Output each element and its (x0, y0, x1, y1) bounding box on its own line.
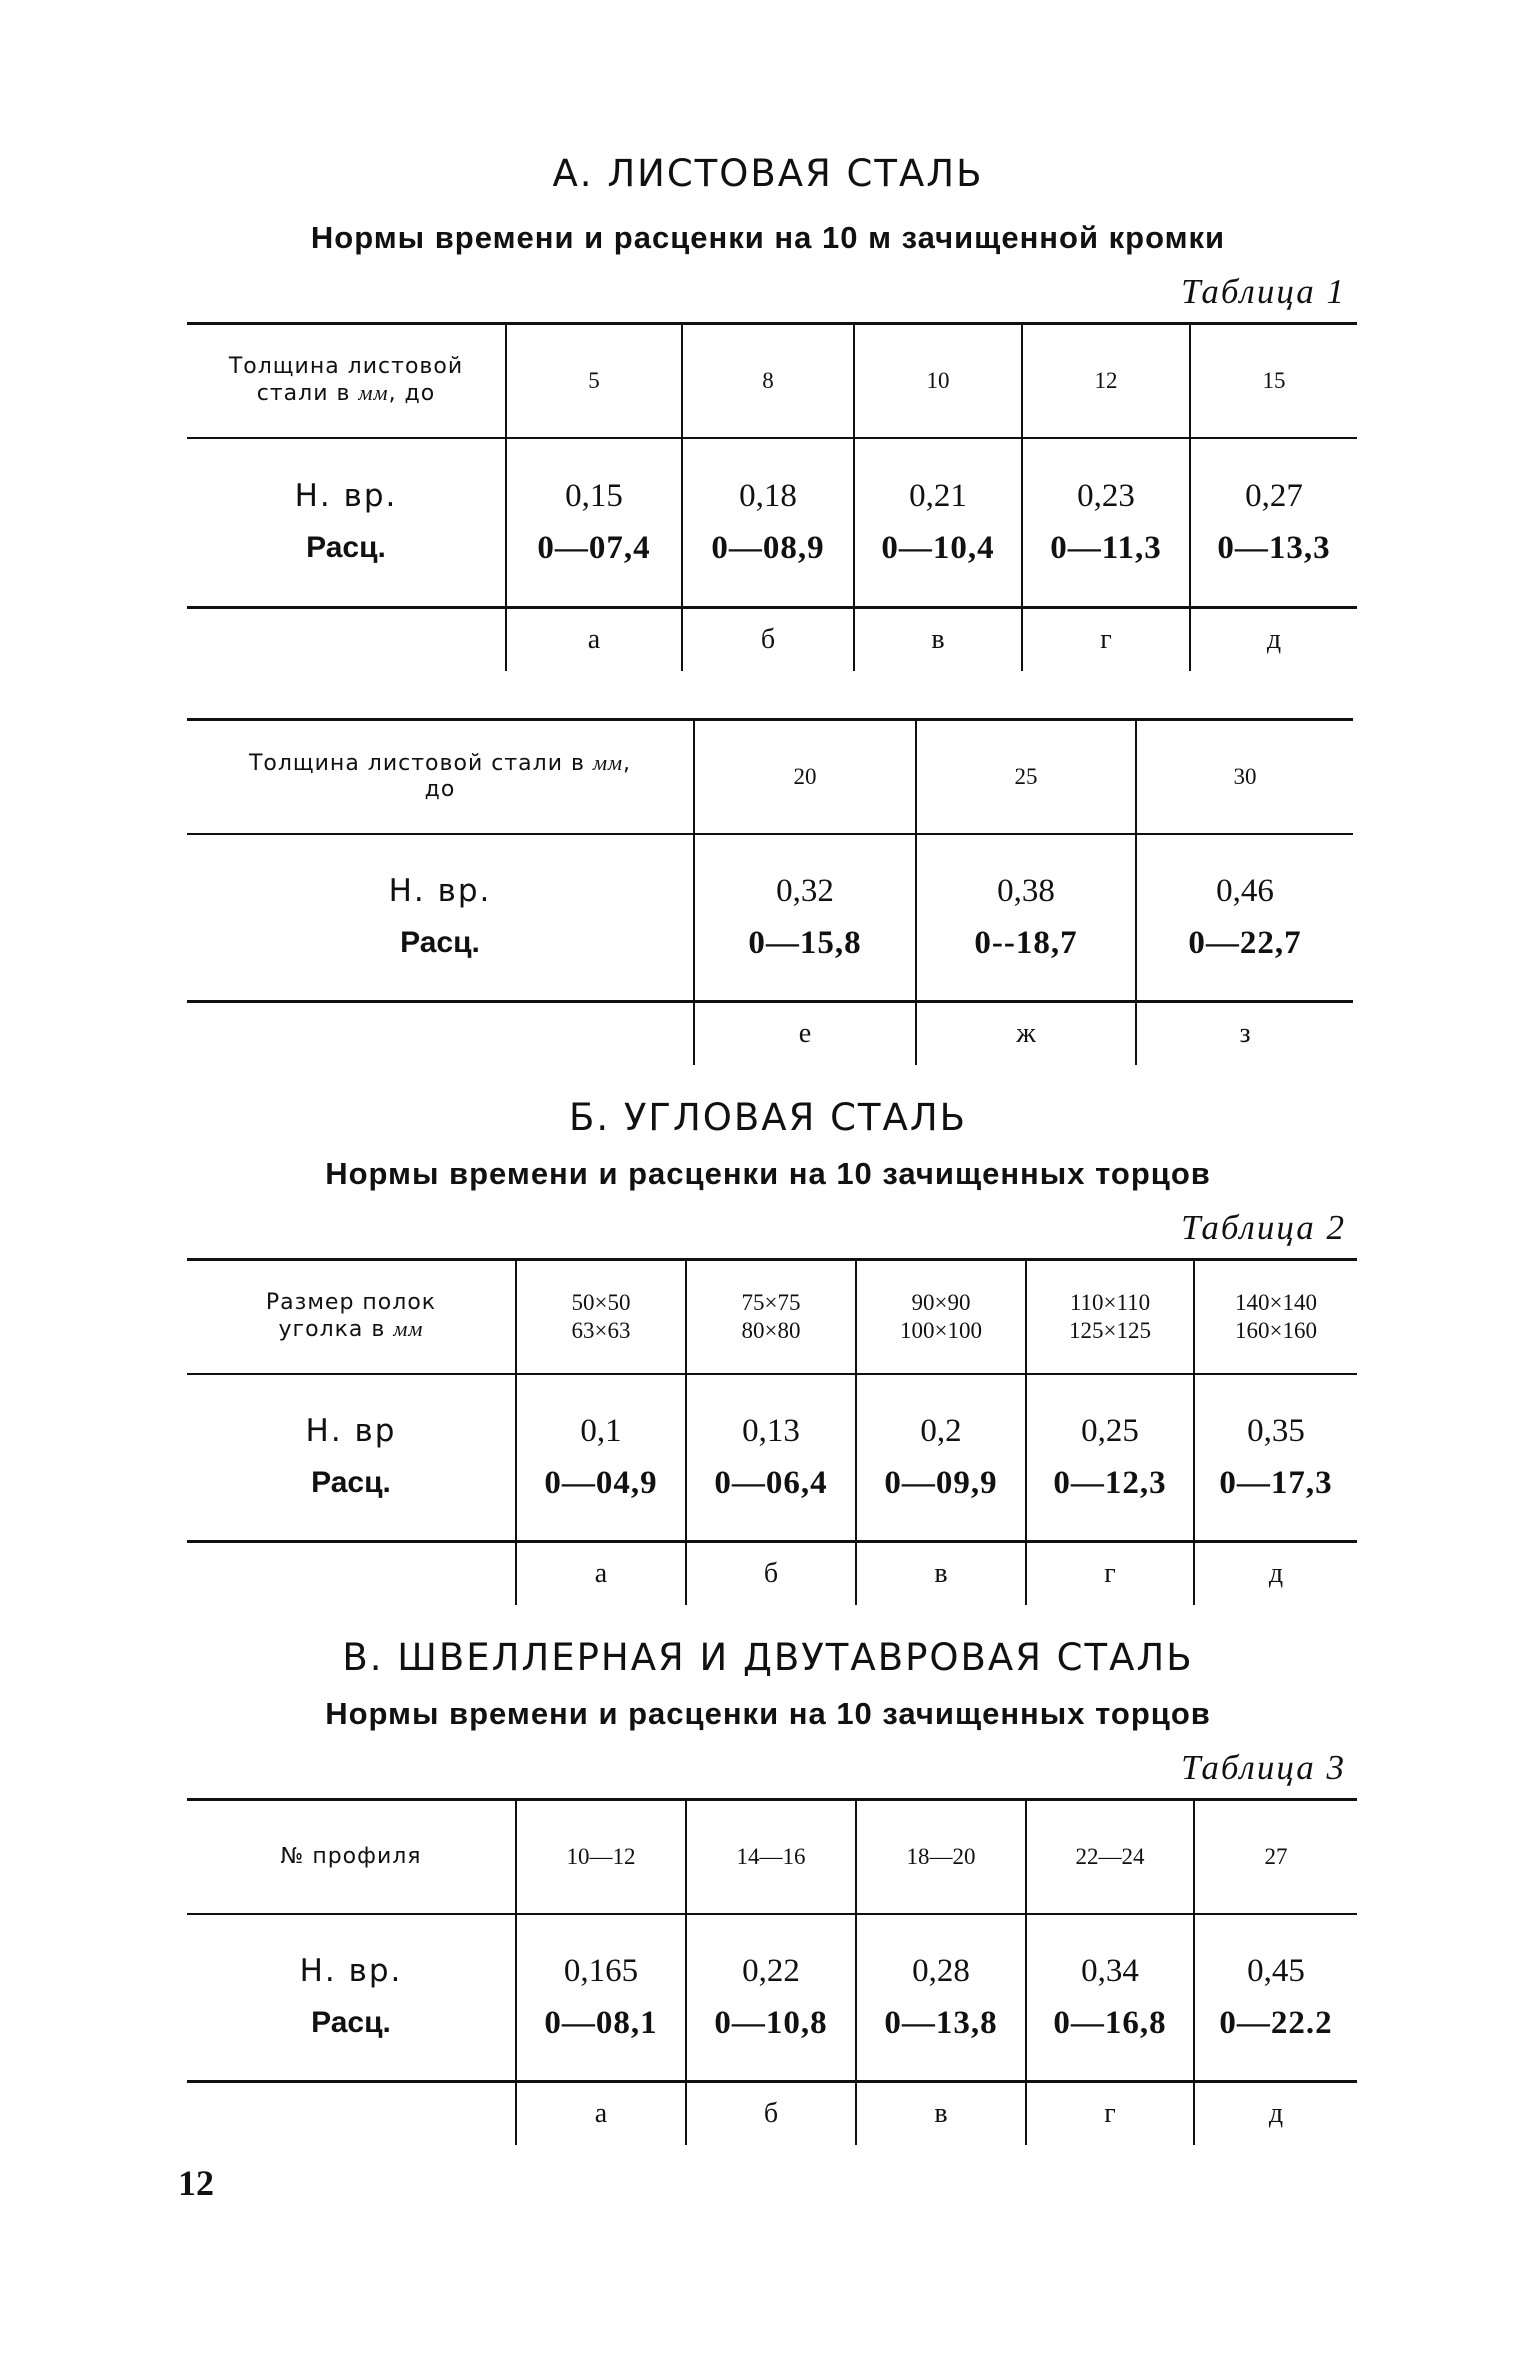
table-3-cell (516, 1914, 686, 2082)
table-2-cell (686, 1374, 856, 1542)
table-1-col-header: 15 (1190, 324, 1357, 438)
table-1b-header-row (187, 720, 1353, 834)
header-label-line-1: Толщина листовой (228, 354, 464, 380)
table-1-values-row (187, 438, 1357, 608)
table-1b-row-labels (187, 834, 694, 1002)
row-label-nvr: Н. вр. (388, 873, 492, 910)
rasts-value: 0—10,8 (714, 2005, 828, 2042)
column-letter: б (682, 608, 854, 672)
table-2-cell (1194, 1374, 1357, 1542)
nvr-value: 0,1 (580, 1413, 622, 1450)
table-1-part-1 (187, 322, 1357, 671)
section-a-subtitle: Нормы времени и расценки на 10 м зачищенной кромки (310, 220, 1226, 255)
nvr-value: 0,25 (1081, 1413, 1139, 1450)
column-letter: в (854, 608, 1022, 672)
table-2-col-header (1026, 1260, 1194, 1374)
header-label-line-1: Размер полок (265, 1290, 437, 1316)
table-2-cell (1026, 1374, 1194, 1542)
size-line-2: 80×80 (741, 1317, 801, 1343)
row-label-nvr: Н. вр. (294, 478, 398, 515)
nvr-value: 0,34 (1081, 1953, 1139, 1990)
table-2-col-header (686, 1260, 856, 1374)
table-1b-cell (916, 834, 1136, 1002)
column-letter: в (856, 1542, 1026, 1606)
table-3-col-header: 10—12 (516, 1800, 686, 1914)
column-letter: д (1190, 608, 1357, 672)
table-2-cell (516, 1374, 686, 1542)
rasts-value: 0—15,8 (748, 925, 862, 962)
column-letter: а (506, 608, 682, 672)
empty-cell (187, 1542, 516, 1606)
column-letter: ж (916, 1002, 1136, 1066)
rasts-value: 0—22.2 (1219, 2005, 1333, 2042)
table-3-row-labels (187, 1914, 516, 2082)
table-3-col-header: 14—16 (686, 1800, 856, 1914)
empty-cell (187, 1002, 694, 1066)
rasts-value: 0—16,8 (1053, 2005, 1167, 2042)
table-1b-header-label (187, 720, 694, 834)
header-label-unit: мм (393, 1316, 424, 1342)
row-label-rasts: Расц. (311, 2006, 391, 2040)
size-line-2: 100×100 (900, 1317, 982, 1343)
table-1-cell (1022, 438, 1190, 608)
nvr-value: 0,22 (742, 1953, 800, 1990)
section-c-subtitle: Нормы времени и расценки на 10 зачищенных торцов (325, 1696, 1211, 1731)
column-letter: з (1136, 1002, 1353, 1066)
table-1-col-header: 10 (854, 324, 1022, 438)
table-2-letters-row (187, 1542, 1357, 1606)
section-c-title: В. ШВЕЛЛЕРНАЯ И ДВУТАВРОВАЯ СТАЛЬ (342, 1636, 1194, 1679)
table-1b-values-row (187, 834, 1353, 1002)
nvr-value: 0,13 (742, 1413, 800, 1450)
column-letter: д (1194, 2082, 1357, 2146)
size-line-1: 50×50 (571, 1289, 631, 1315)
table-1b-letters-row (187, 1002, 1353, 1066)
table-3-col-header: 22—24 (1026, 1800, 1194, 1914)
nvr-value: 0,21 (909, 478, 967, 515)
table-1b-col-header: 20 (694, 720, 916, 834)
table-1-col-header: 12 (1022, 324, 1190, 438)
table-1-cell (854, 438, 1022, 608)
table-1b-col-header: 30 (1136, 720, 1353, 834)
nvr-value: 0,23 (1077, 478, 1135, 515)
table-1-cell (1190, 438, 1357, 608)
column-letter: а (516, 1542, 686, 1606)
table-2-col-header (1194, 1260, 1357, 1374)
rasts-value: 0—06,4 (714, 1465, 828, 1502)
nvr-value: 0,165 (563, 1953, 639, 1990)
section-b-title: Б. УГЛОВАЯ СТАЛЬ (568, 1096, 968, 1139)
table-1-col-header: 8 (682, 324, 854, 438)
size-line-2: 63×63 (571, 1317, 631, 1343)
table-1-cell (506, 438, 682, 608)
table-1-header-label (187, 324, 506, 438)
table-3-letters-row (187, 2082, 1357, 2146)
size-line-1: 140×140 (1235, 1289, 1317, 1315)
size-line-1: 75×75 (741, 1289, 801, 1315)
column-letter: б (686, 1542, 856, 1606)
rasts-value: 0—08,9 (711, 530, 825, 567)
column-letter: г (1022, 608, 1190, 672)
rasts-value: 0—13,8 (884, 2005, 998, 2042)
table-1-col-header: 5 (506, 324, 682, 438)
table-3-header-label: № профиля (187, 1800, 516, 1914)
table-2-header-label (187, 1260, 516, 1374)
column-letter: б (686, 2082, 856, 2146)
column-letter: д (1194, 1542, 1357, 1606)
column-letter: а (516, 2082, 686, 2146)
rasts-value: 0—13,3 (1217, 530, 1331, 567)
row-label-rasts: Расц. (311, 1466, 391, 1500)
size-line-2: 160×160 (1235, 1317, 1317, 1343)
column-letter: в (856, 2082, 1026, 2146)
table-2-col-header (856, 1260, 1026, 1374)
header-label-line-1b: , (623, 751, 632, 777)
rasts-value: 0—04,9 (544, 1465, 658, 1502)
table-1b-cell (1136, 834, 1353, 1002)
table-3-col-header: 27 (1194, 1800, 1357, 1914)
page-number: 12 (178, 2163, 214, 2203)
nvr-value: 0,45 (1247, 1953, 1305, 1990)
empty-cell (187, 608, 506, 672)
nvr-value: 0,18 (739, 478, 797, 515)
rasts-value: 0—17,3 (1219, 1465, 1333, 1502)
header-label-line-1a: Толщина листовой стали в (248, 751, 593, 777)
table-2-cell (856, 1374, 1026, 1542)
table-1-row-labels (187, 438, 506, 608)
header-label-unit: мм (592, 750, 624, 776)
table-1-header-row (187, 324, 1357, 438)
table-3-cell (1194, 1914, 1357, 2082)
table-3-col-header: 18—20 (856, 1800, 1026, 1914)
header-label-line-2: до (424, 777, 456, 803)
table-3-header-row (187, 1800, 1357, 1914)
table-3-cell (686, 1914, 856, 2082)
table-1-letters-row (187, 608, 1357, 672)
table-1b-col-header: 25 (916, 720, 1136, 834)
section-b-subtitle: Нормы времени и расценки на 10 зачищенных торцов (325, 1156, 1211, 1191)
rasts-value: 0—08,1 (544, 2005, 658, 2042)
row-label-nvr: Н. вр. (299, 1953, 403, 1990)
header-label-line-2a: уголка в (278, 1317, 394, 1343)
column-letter: г (1026, 1542, 1194, 1606)
header-label-line-2a: стали в (256, 381, 359, 407)
table-2-row-labels (187, 1374, 516, 1542)
rasts-value: 0—07,4 (537, 530, 651, 567)
row-label-rasts: Расц. (306, 531, 386, 565)
rasts-value: 0—22,7 (1188, 925, 1302, 962)
rasts-value: 0—12,3 (1053, 1465, 1167, 1502)
table-2-values-row (187, 1374, 1357, 1542)
header-label-unit: мм (358, 380, 389, 406)
rasts-value: 0—09,9 (884, 1465, 998, 1502)
nvr-value: 0,28 (912, 1953, 970, 1990)
table-1b-cell (694, 834, 916, 1002)
rasts-value: 0--18,7 (974, 925, 1078, 962)
table-3-cell (856, 1914, 1026, 2082)
rasts-value: 0—11,3 (1050, 530, 1162, 567)
section-a-title: А. ЛИСТОВАЯ СТАЛЬ (552, 152, 984, 195)
rasts-value: 0—10,4 (881, 530, 995, 567)
nvr-value: 0,32 (776, 873, 834, 910)
header-label-line-2b: , до (388, 381, 436, 407)
empty-cell (187, 2082, 516, 2146)
table-2 (187, 1258, 1357, 1605)
table-3 (187, 1798, 1357, 2145)
table-1-cell (682, 438, 854, 608)
size-line-1: 110×110 (1069, 1289, 1151, 1315)
nvr-value: 0,46 (1216, 873, 1274, 910)
nvr-value: 0,2 (920, 1413, 962, 1450)
table-3-values-row (187, 1914, 1357, 2082)
nvr-value: 0,15 (565, 478, 623, 515)
table-3-caption: Таблица 3 (1181, 1748, 1346, 1787)
size-line-1: 90×90 (911, 1289, 971, 1315)
nvr-value: 0,38 (997, 873, 1055, 910)
nvr-value: 0,35 (1247, 1413, 1305, 1450)
table-1-part-2 (187, 718, 1353, 1065)
table-1-caption: Таблица 1 (1181, 272, 1346, 311)
table-3-cell (1026, 1914, 1194, 2082)
row-label-rasts: Расц. (400, 926, 480, 960)
column-letter: г (1026, 2082, 1194, 2146)
table-2-col-header (516, 1260, 686, 1374)
table-2-caption: Таблица 2 (1181, 1208, 1346, 1247)
row-label-nvr: Н. вр (305, 1413, 397, 1450)
nvr-value: 0,27 (1245, 478, 1303, 515)
size-line-2: 125×125 (1069, 1317, 1151, 1343)
table-2-header-row (187, 1260, 1357, 1374)
column-letter: е (694, 1002, 916, 1066)
